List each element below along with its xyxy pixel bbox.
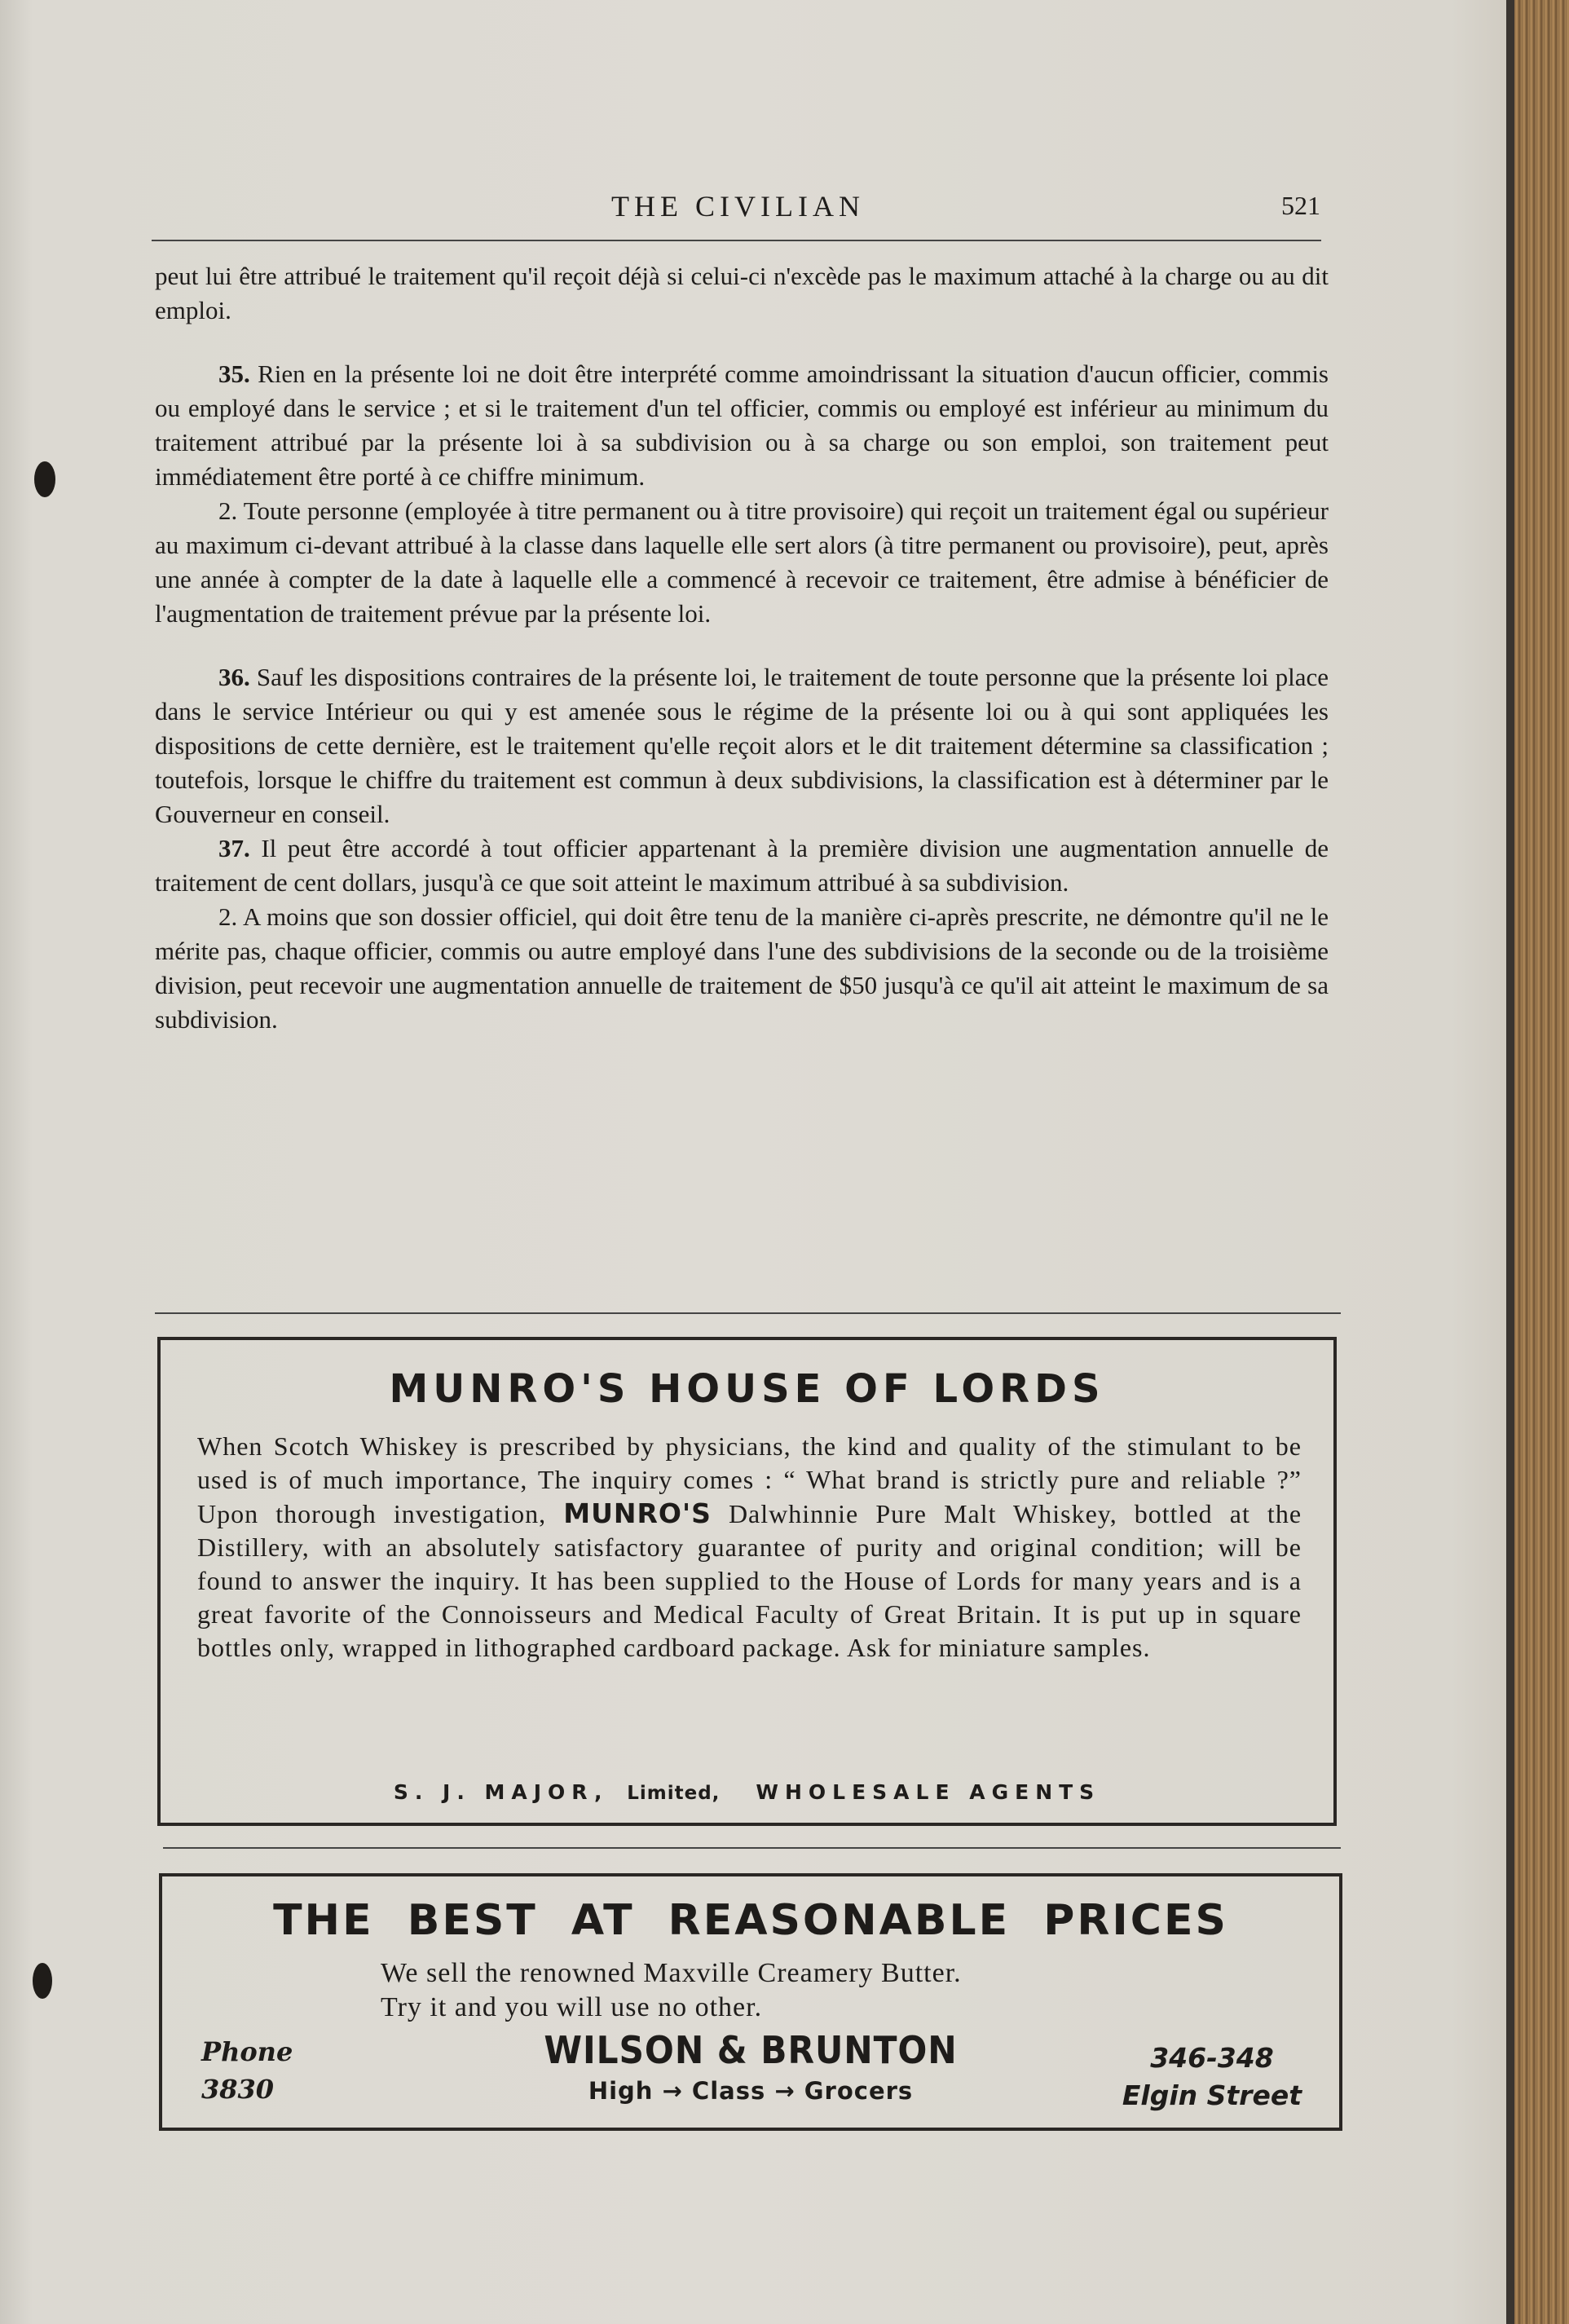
ad-munro-agent-role: WHOLESALE AGENTS bbox=[756, 1780, 1101, 1804]
ad-wilson-title: THE BEST AT REASONABLE PRICES bbox=[273, 1896, 1228, 1945]
ad-munro-title: MUNRO'S HOUSE OF LORDS bbox=[389, 1366, 1105, 1412]
ad-munro-text bbox=[197, 1430, 1302, 1665]
section-37-subsection-2: 2. A moins que son dossier officiel, qui doit être tenu de la manière ci-après prescrite, ne démontre qu'il ne le mérite pas, chaque officier, commis ou autre employé dans l'une des subdivisions de la seconde ou de la troisième division, peut recevoir une augmentation annuelle de traitement de $50 jusqu'à ce qu'il ait atteint le maximum de sa subdivision. bbox=[155, 902, 1329, 1034]
ad-wilson-phone-label: Phone bbox=[201, 2036, 293, 2067]
section-37 bbox=[155, 831, 1329, 900]
page-number: 521 bbox=[1281, 191, 1320, 220]
section-35-number: 35. bbox=[218, 359, 250, 388]
section-37-text: Il peut être accordé à tout officier appartenant à la première division une augmentation annuelle de traitement de cent dollars, jusqu'à ce que soit atteint le maximum attribué à sa subdivision. bbox=[155, 834, 1329, 897]
paragraph-continued: peut lui être attribué le traitement qu'il reçoit déjà si celui-ci n'excède pas le maximum attaché à la charge ou au dit emploi. bbox=[155, 262, 1329, 324]
running-head bbox=[155, 186, 1320, 227]
ad-wilson-line-2: Try it and you will use no other. bbox=[381, 1992, 763, 2022]
ad-munro-text-after: Dalwhinnie Pure Malt Whiskey, bottled at the Distillery, with an absolutely satisfactory guarantee of purity and original condition; will be found to answer the inquiry. It has been supplied to the House of Lords for many years and is a great favorite of the Connoisseurs and Medical Faculty of Great Britain. It is put up in square bottles only, wrapped in lithographed cardboard package. Ask for miniature samples. bbox=[197, 1499, 1302, 1662]
binding-hole-top bbox=[34, 461, 55, 497]
section-37-number: 37. bbox=[218, 834, 250, 862]
ad-munro-agent-name: S. J. MAJOR, bbox=[393, 1780, 609, 1804]
ad-munro-agents bbox=[161, 1780, 1333, 1804]
ad-wilson-line-1: We sell the renowned Maxville Creamery Butter. bbox=[381, 1958, 962, 1988]
ad-wilson-address bbox=[1122, 2040, 1302, 2115]
page-edge-shadow bbox=[1506, 0, 1514, 2324]
running-head-title: THE CIVILIAN bbox=[611, 190, 865, 223]
article-body bbox=[155, 259, 1329, 1037]
page-edge-binding bbox=[1514, 0, 1569, 2324]
ad-wilson-store-name: WILSON & BRUNTON bbox=[544, 2028, 958, 2072]
ad-munro-text-before: When Scotch Whiskey is prescribed by physicians, the kind and quality of the stimulant to be used is of much importance, The inquiry comes : “ What brand is strictly pure and reliable ?” Upon thorough investigation, bbox=[197, 1431, 1302, 1528]
section-35 bbox=[155, 357, 1329, 494]
ad-wilson-address-number: 346-348 bbox=[1150, 2042, 1274, 2074]
divider-rule-2 bbox=[163, 1847, 1341, 1849]
section-35-text: Rien en la présente loi ne doit être interprété comme amoindrissant la situation d'aucun officier, commis ou employé dans le service ; et si le traitement d'un tel officier, commis ou employé est inférieur au minimum du traitement attribué par la présente loi à sa subdivision ou à sa charge ou son emploi, son traitement peut immédiatement être porté à ce chiffre minimum. bbox=[155, 359, 1329, 491]
section-36-text: Sauf les dispositions contraires de la présente loi, le traitement de toute personne que la présente loi place dans le service Intérieur ou qui y est amenée sous le régime de la présente loi ou à qui sont appliquées les dispositions de cette dernière, est le traitement qu'elle reçoit alors et le dit traitement détermine sa classification ; toutefois, lorsque le chiffre du traitement est commun à deux subdivisions, la classification est à déterminer par le Gouverneur en conseil. bbox=[155, 663, 1329, 828]
ad-wilson-phone-number: 3830 bbox=[201, 2074, 275, 2105]
header-rule bbox=[152, 240, 1321, 241]
divider-rule-1 bbox=[155, 1312, 1341, 1314]
binding-hole-bottom bbox=[33, 1963, 52, 1999]
ad-wilson-store-subtitle: High → Class → Grocers bbox=[588, 2077, 914, 2105]
ad-wilson-address-street: Elgin Street bbox=[1122, 2079, 1302, 2111]
ad-munro-brand: MUNRO'S bbox=[563, 1497, 712, 1529]
advertisement-munro bbox=[157, 1337, 1337, 1826]
advertisement-wilson-brunton bbox=[159, 1873, 1342, 2131]
ad-munro-agent-limited: Limited, bbox=[627, 1783, 721, 1804]
section-36-number: 36. bbox=[218, 663, 250, 691]
section-36 bbox=[155, 660, 1329, 831]
section-35-subsection-2: 2. Toute personne (employée à titre permanent ou à titre provisoire) qui reçoit un traitement égal ou supérieur au maximum ci-devant attribué à la classe dans laquelle elle sert alors (à titre permanent ou provisoire), peut, après une année à compter de la date à laquelle elle a commencé à recevoir ce traitement, être admise à bénéficier de l'augmentation de traitement prévue par la présente loi. bbox=[155, 496, 1329, 628]
